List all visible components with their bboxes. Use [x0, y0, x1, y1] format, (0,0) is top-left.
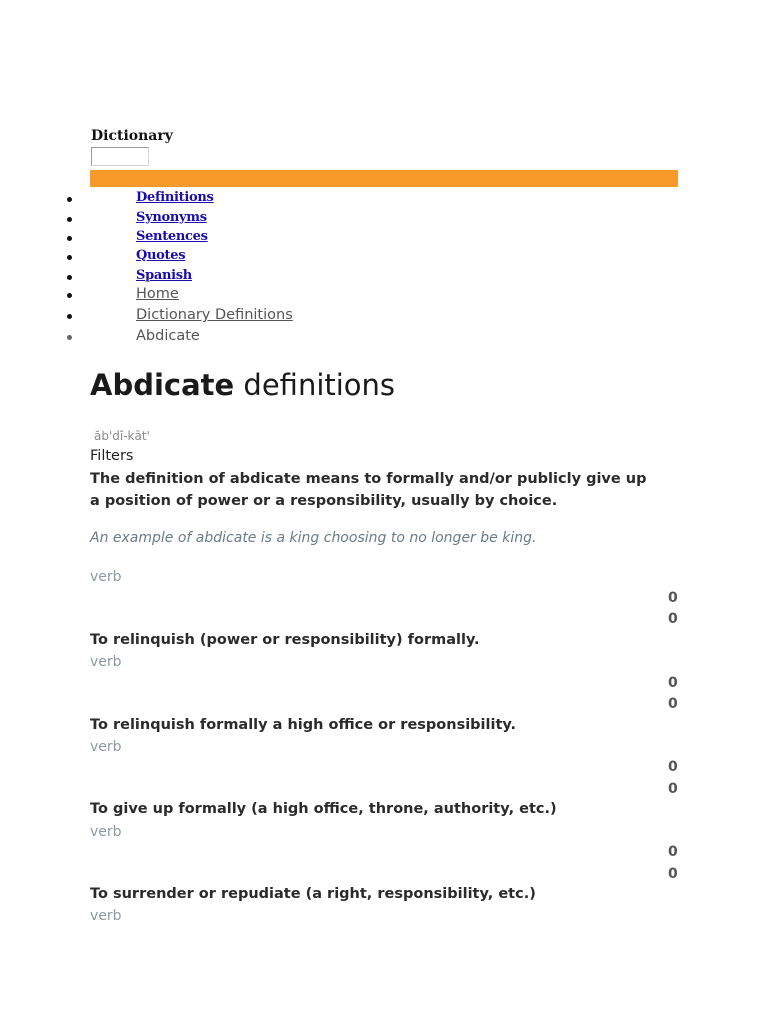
definition-text: To surrender or repudiate (a right, responsibility, etc.) — [90, 886, 536, 902]
accent-bar — [90, 170, 678, 187]
nav-link-synonyms[interactable]: Synonyms — [136, 210, 207, 225]
example-sentence: An example of abdicate is a king choosing to no longer be king. — [90, 530, 537, 546]
bullet-icon — [67, 314, 72, 319]
breadcrumb-current: Abdicate — [136, 328, 200, 344]
nav-link-spanish[interactable]: Spanish — [136, 268, 192, 283]
nav-link-quotes[interactable]: Quotes — [136, 248, 186, 263]
definition-text: To give up formally (a high office, throne, authority, etc.) — [90, 801, 557, 817]
bullet-icon — [67, 275, 72, 280]
part-of-speech: verb — [90, 908, 122, 924]
downvote-count[interactable]: 0 — [668, 781, 678, 797]
bullet-icon — [67, 197, 72, 202]
main-definition: The definition of abdicate means to formally and/or publicly give up a position of power or a responsibility, usually by choice. — [90, 471, 647, 509]
page-title-suffix: definitions — [243, 368, 396, 402]
search-input[interactable] — [91, 147, 149, 166]
nav-link-definitions[interactable]: Definitions — [136, 190, 214, 205]
filters-toggle[interactable]: Filters — [90, 448, 134, 464]
bullet-icon — [67, 236, 72, 241]
part-of-speech: verb — [90, 569, 122, 585]
downvote-count[interactable]: 0 — [668, 866, 678, 882]
site-brand[interactable]: Dictionary — [91, 128, 173, 144]
upvote-count[interactable]: 0 — [668, 759, 678, 775]
nav-link-sentences[interactable]: Sentences — [136, 229, 208, 244]
bullet-icon — [67, 217, 72, 222]
upvote-count[interactable]: 0 — [668, 844, 678, 860]
part-of-speech: verb — [90, 654, 122, 670]
part-of-speech: verb — [90, 824, 122, 840]
downvote-count[interactable]: 0 — [668, 611, 678, 627]
pronunciation: ăb'dĭ-kāt' — [94, 429, 150, 443]
part-of-speech: verb — [90, 739, 122, 755]
upvote-count[interactable]: 0 — [668, 590, 678, 606]
breadcrumb-dictionary-definitions[interactable]: Dictionary Definitions — [136, 307, 293, 323]
bullet-icon — [67, 293, 72, 298]
bullet-icon — [67, 255, 72, 260]
page-title-word: Abdicate — [90, 368, 235, 402]
breadcrumb-home[interactable]: Home — [136, 286, 179, 302]
downvote-count[interactable]: 0 — [668, 696, 678, 712]
page-title — [90, 368, 395, 402]
bullet-icon — [67, 335, 72, 340]
definition-text: To relinquish (power or responsibility) formally. — [90, 632, 480, 648]
definition-text: To relinquish formally a high office or responsibility. — [90, 717, 517, 733]
upvote-count[interactable]: 0 — [668, 675, 678, 691]
